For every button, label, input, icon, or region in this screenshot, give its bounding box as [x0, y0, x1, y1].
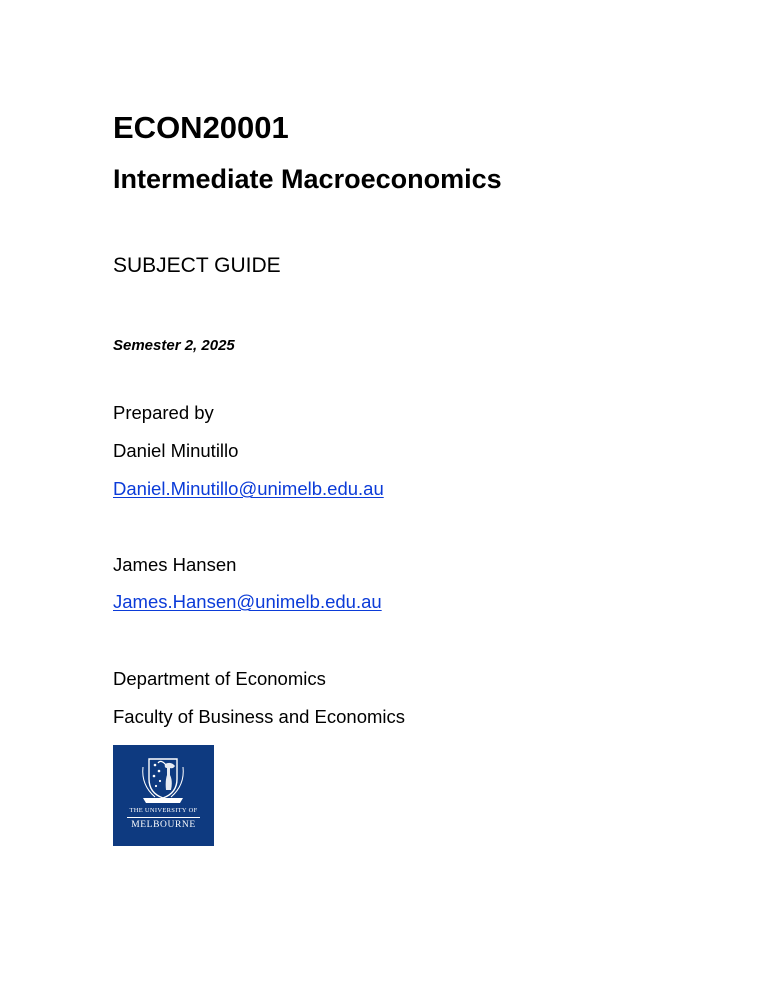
logo-line-1: THE UNIVERSITY OF [129, 807, 198, 814]
university-crest-icon [113, 745, 214, 807]
prepared-by-label: Prepared by [113, 402, 214, 423]
subject-code: ECON20001 [113, 110, 289, 145]
author-email-link[interactable]: James.Hansen@unimelb.edu.au [113, 591, 382, 612]
logo-divider [127, 817, 200, 818]
faculty-name: Faculty of Business and Economics [113, 706, 406, 727]
logo-line-2: MELBOURNE [131, 820, 196, 830]
subject-title: Intermediate Macroeconomics [113, 164, 502, 194]
university-logo [113, 745, 214, 846]
author-name: Daniel Minutillo [113, 440, 239, 461]
author-name: James Hansen [113, 554, 237, 575]
author-email-link[interactable]: Daniel.Minutillo@unimelb.edu.au [113, 478, 384, 499]
department-name: Department of Economics [113, 668, 326, 689]
semester-label: Semester 2, 2025 [113, 337, 235, 354]
document-type: SUBJECT GUIDE [113, 254, 281, 277]
